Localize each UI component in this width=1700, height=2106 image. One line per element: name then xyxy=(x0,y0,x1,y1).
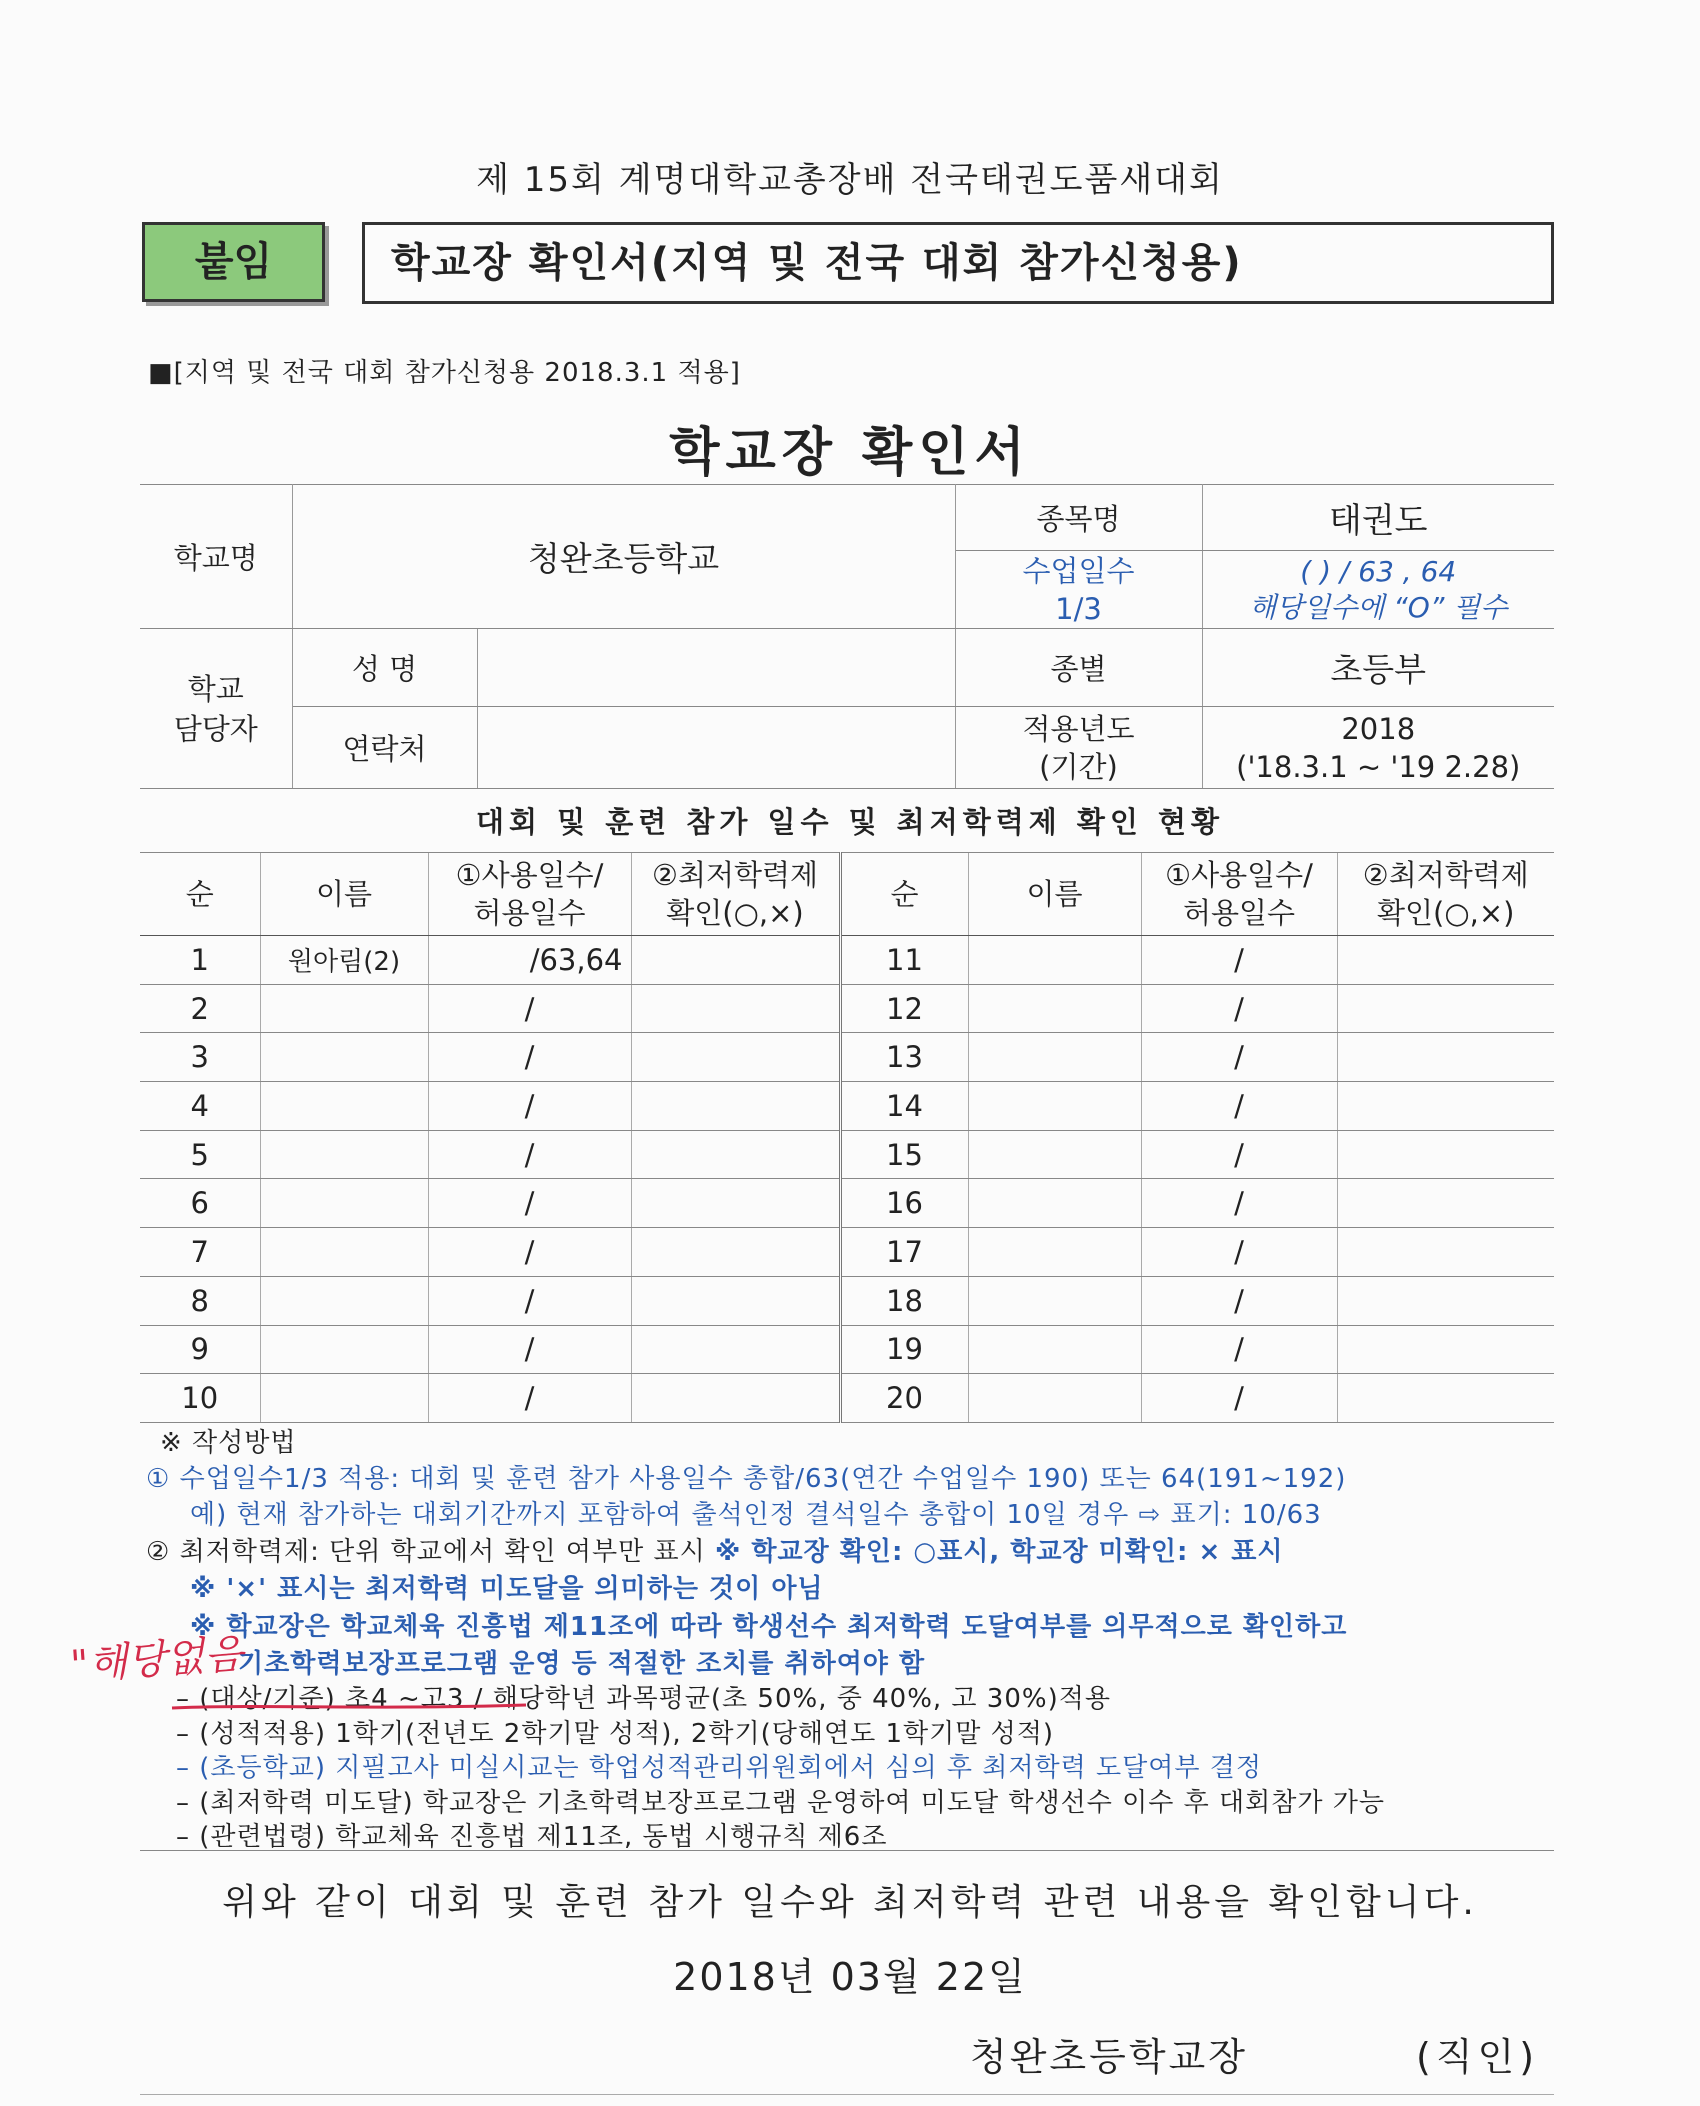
row-name[interactable] xyxy=(260,984,428,1033)
row-no: 6 xyxy=(140,1179,260,1228)
row-no: 14 xyxy=(840,1082,968,1131)
row-no: 11 xyxy=(840,936,968,985)
contact-label: 연락처 xyxy=(292,707,477,789)
row-check[interactable] xyxy=(1337,936,1554,985)
row-days[interactable]: / xyxy=(428,984,631,1033)
row-check[interactable] xyxy=(631,936,840,985)
header-days-line2: 허용일수 xyxy=(473,896,586,930)
name-label: 성 명 xyxy=(292,629,477,707)
header-no-left: 순 xyxy=(140,853,260,936)
row-check[interactable] xyxy=(631,1179,840,1228)
note-2-line2: ※ '×' 표시는 최저학력 미도달을 의미하는 것이 아님 xyxy=(190,1574,824,1604)
row-days[interactable]: / xyxy=(428,1374,631,1423)
note-2-line1 xyxy=(146,1531,1284,1568)
row-no: 3 xyxy=(140,1033,260,1082)
sport-value: 태권도 xyxy=(1202,485,1554,551)
handwritten-underline xyxy=(170,1700,530,1714)
row-check[interactable] xyxy=(631,1276,840,1325)
class-days-value-line2: 해당일수에 “O” 필수 xyxy=(1249,590,1508,624)
row-name[interactable] xyxy=(260,1033,428,1082)
year-value-line1: 2018 xyxy=(1341,711,1416,746)
row-name[interactable] xyxy=(260,1179,428,1228)
row-check[interactable] xyxy=(1337,1033,1554,1082)
header-no-right: 순 xyxy=(840,853,968,936)
year-label xyxy=(955,707,1202,789)
table-row xyxy=(140,1033,1554,1082)
row-name[interactable] xyxy=(968,1325,1141,1374)
detail-grade-period: – (성적적용) 1학기(전년도 2학기말 성적), 2학기(당해연도 1학기말 성적) xyxy=(176,1719,1055,1749)
year-value xyxy=(1202,707,1554,789)
division-value: 초등부 xyxy=(1202,629,1554,707)
row-no: 5 xyxy=(140,1130,260,1179)
bottom-divider xyxy=(140,2094,1554,2095)
header-days-line1: ①사용일수/ xyxy=(1165,858,1313,892)
row-no: 7 xyxy=(140,1228,260,1277)
note-2-blue: ※ 학교장 확인: ○표시, 학교장 미확인: × 표시 xyxy=(715,1537,1284,1567)
row-days[interactable]: / xyxy=(1141,1179,1337,1228)
class-days-label-line2: 1/3 xyxy=(1055,591,1102,626)
detail-elementary: – (초등학교) 지필고사 미실시교는 학업성적관리위원회에서 심의 후 최저학력 도달여부 결정 xyxy=(176,1753,1262,1783)
note-1-line2: 예) 현재 참가하는 대회기간까지 포함하여 출석인정 결석일수 총합이 10일 경우 ⇨ 표기: 10/63 xyxy=(190,1500,1322,1530)
sport-label: 종목명 xyxy=(955,485,1202,551)
row-days[interactable]: / xyxy=(1141,1130,1337,1179)
attachment-badge: 붙임 xyxy=(142,222,325,302)
name-value[interactable] xyxy=(477,629,955,707)
row-check[interactable] xyxy=(1337,1130,1554,1179)
row-check[interactable] xyxy=(631,1228,840,1277)
detail-target: – (대상/기준) 초4 ~고3 / 해당학년 과목평균(초 50%, 중 40%, 고 30%)적용 xyxy=(176,1684,1111,1714)
row-days[interactable]: / xyxy=(1141,1228,1337,1277)
detail-not-met: – (최저학력 미도달) 학교장은 기초학력보장프로그램 운영하여 미도달 학생선수 이수 후 대회참가 가능 xyxy=(176,1788,1385,1818)
header-check-right xyxy=(1337,853,1554,936)
row-check[interactable] xyxy=(631,1082,840,1131)
table-row xyxy=(140,1228,1554,1277)
header-name-left: 이름 xyxy=(260,853,428,936)
row-days[interactable]: / xyxy=(1141,936,1337,985)
row-no: 17 xyxy=(840,1228,968,1277)
official-seal-placeholder: (직인) xyxy=(1416,2035,1540,2079)
row-days[interactable]: / xyxy=(1141,1276,1337,1325)
contact-value[interactable] xyxy=(477,707,955,789)
row-check[interactable] xyxy=(1337,1276,1554,1325)
row-days[interactable]: / xyxy=(428,1179,631,1228)
note-1-line1: ① 수업일수1/3 적용: 대회 및 훈련 참가 사용일수 총합/63(연간 수업일수 190) 또는 64(191~192) xyxy=(146,1464,1347,1494)
table-row xyxy=(140,1374,1554,1423)
status-title: 대회 및 훈련 참가 일수 및 최저학력제 확인 현황 xyxy=(475,805,1225,839)
row-no: 19 xyxy=(840,1325,968,1374)
row-name[interactable] xyxy=(260,1374,428,1423)
note-2-line3: ※ 학교장은 학교체육 진흥법 제11조에 따라 학생선수 최저학력 도달여부를 의무적으로 확인하고 xyxy=(190,1612,1348,1642)
table-row xyxy=(140,1276,1554,1325)
class-days-value-line1: ( ) / 63 , 64 xyxy=(1300,554,1457,588)
document-title: 학교장 확인서 xyxy=(669,423,1031,483)
row-check[interactable] xyxy=(1337,1325,1554,1374)
header-name-right: 이름 xyxy=(968,853,1141,936)
header-days-right xyxy=(1141,853,1337,936)
principal-name: 청완초등학교장 xyxy=(970,2035,1248,2079)
row-no: 2 xyxy=(140,984,260,1033)
row-check[interactable] xyxy=(631,1033,840,1082)
school-label: 학교명 xyxy=(140,485,292,629)
confirmation-text: 위와 같이 대회 및 훈련 참가 일수와 최저학력 관련 내용을 확인합니다. xyxy=(222,1882,1478,1923)
header-check-line1: ②최저학력제 xyxy=(1362,858,1529,892)
apply-note: ■[지역 및 전국 대회 참가신청용 2018.3.1 적용] xyxy=(148,358,741,388)
row-days[interactable]: / xyxy=(1141,984,1337,1033)
header-check-left xyxy=(631,853,840,936)
row-check[interactable] xyxy=(1337,1228,1554,1277)
divider xyxy=(140,1850,1554,1851)
row-name[interactable] xyxy=(968,1130,1141,1179)
year-label-line1: 적용년도 xyxy=(1022,711,1135,746)
row-name[interactable] xyxy=(968,1276,1141,1325)
table-row xyxy=(140,984,1554,1033)
header-days-line2: 허용일수 xyxy=(1182,896,1296,930)
class-days-value xyxy=(1202,551,1554,629)
row-days[interactable]: / xyxy=(428,1228,631,1277)
header-days-line1: ①사용일수/ xyxy=(455,858,604,892)
row-days[interactable]: / xyxy=(1141,1325,1337,1374)
row-no: 13 xyxy=(840,1033,968,1082)
class-days-label xyxy=(955,551,1202,629)
row-name[interactable] xyxy=(260,1228,428,1277)
row-days[interactable]: / xyxy=(428,1130,631,1179)
row-no: 10 xyxy=(140,1374,260,1423)
row-name[interactable] xyxy=(968,1374,1141,1423)
row-no: 15 xyxy=(840,1130,968,1179)
header-check-line1: ②최저학력제 xyxy=(651,858,819,892)
note-2-plain: ② 최저학력제: 단위 학교에서 확인 여부만 표시 xyxy=(146,1537,716,1567)
row-no: 18 xyxy=(840,1276,968,1325)
date: 2018년 03월 22일 xyxy=(673,1955,1027,1999)
row-check[interactable] xyxy=(631,1325,840,1374)
header-days-left xyxy=(428,853,631,936)
staff-label-line2: 담당자 xyxy=(173,711,258,746)
table-row xyxy=(140,1325,1554,1374)
row-days[interactable]: / xyxy=(1141,1033,1337,1082)
detail-law: – (관련법령) 학교체육 진흥법 제11조, 동법 시행규칙 제6조 xyxy=(176,1822,888,1852)
note-2-line4: 기초학력보장프로그램 운영 등 적절한 조치를 취하여야 함 xyxy=(238,1649,926,1679)
row-check[interactable] xyxy=(1337,984,1554,1033)
row-no: 16 xyxy=(840,1179,968,1228)
row-name[interactable]: 원아림(2) xyxy=(260,936,428,985)
table-row xyxy=(140,1179,1554,1228)
row-check[interactable] xyxy=(631,1374,840,1423)
staff-label-line1: 학교 xyxy=(187,671,244,706)
row-name[interactable] xyxy=(260,1082,428,1131)
notes-heading: ※ 작성방법 xyxy=(160,1428,297,1458)
handwritten-note: "해당없음 xyxy=(68,1631,245,1689)
table-row xyxy=(140,936,1554,985)
row-no: 12 xyxy=(840,984,968,1033)
class-days-label-line1: 수업일수 xyxy=(1022,553,1135,588)
info-table xyxy=(140,484,1554,789)
row-no: 9 xyxy=(140,1325,260,1374)
row-days[interactable]: / xyxy=(1141,1374,1337,1423)
row-name[interactable] xyxy=(968,1228,1141,1277)
row-check[interactable] xyxy=(631,1130,840,1179)
header-check-line2: 확인(○,×) xyxy=(1377,896,1515,930)
row-name[interactable] xyxy=(968,1179,1141,1228)
row-days[interactable]: / xyxy=(428,1033,631,1082)
table-row xyxy=(140,1130,1554,1179)
row-check[interactable] xyxy=(1337,1179,1554,1228)
row-name[interactable] xyxy=(968,1082,1141,1131)
row-check[interactable] xyxy=(1337,1374,1554,1423)
roster-table xyxy=(140,852,1554,1423)
row-name[interactable] xyxy=(260,1325,428,1374)
row-days[interactable]: / xyxy=(428,1325,631,1374)
row-check[interactable] xyxy=(1337,1082,1554,1131)
row-days[interactable]: /63,64 xyxy=(428,936,631,985)
table-row xyxy=(140,1082,1554,1131)
division-label: 종별 xyxy=(955,629,1202,707)
row-no: 8 xyxy=(140,1276,260,1325)
row-no: 1 xyxy=(140,936,260,985)
row-name[interactable] xyxy=(260,1276,428,1325)
row-name[interactable] xyxy=(260,1130,428,1179)
event-title: 제 15회 계명대학교총장배 전국태권도품새대회 xyxy=(476,160,1224,200)
row-days[interactable]: / xyxy=(428,1276,631,1325)
row-no: 4 xyxy=(140,1082,260,1131)
year-label-line2: (기간) xyxy=(1039,749,1118,784)
row-days[interactable]: / xyxy=(428,1082,631,1131)
row-name[interactable] xyxy=(968,984,1141,1033)
form-title: 학교장 확인서(지역 및 전국 대회 참가신청용) xyxy=(362,222,1554,304)
row-name[interactable] xyxy=(968,1033,1141,1082)
row-days[interactable]: / xyxy=(1141,1082,1337,1131)
row-no: 20 xyxy=(840,1374,968,1423)
year-value-line2: ('18.3.1 ~ '19 2.28) xyxy=(1236,749,1521,784)
row-name[interactable] xyxy=(968,936,1141,985)
header-check-line2: 확인(○,×) xyxy=(666,896,804,930)
school-value: 청완초등학교 xyxy=(292,485,955,629)
staff-label xyxy=(140,629,292,789)
row-check[interactable] xyxy=(631,984,840,1033)
